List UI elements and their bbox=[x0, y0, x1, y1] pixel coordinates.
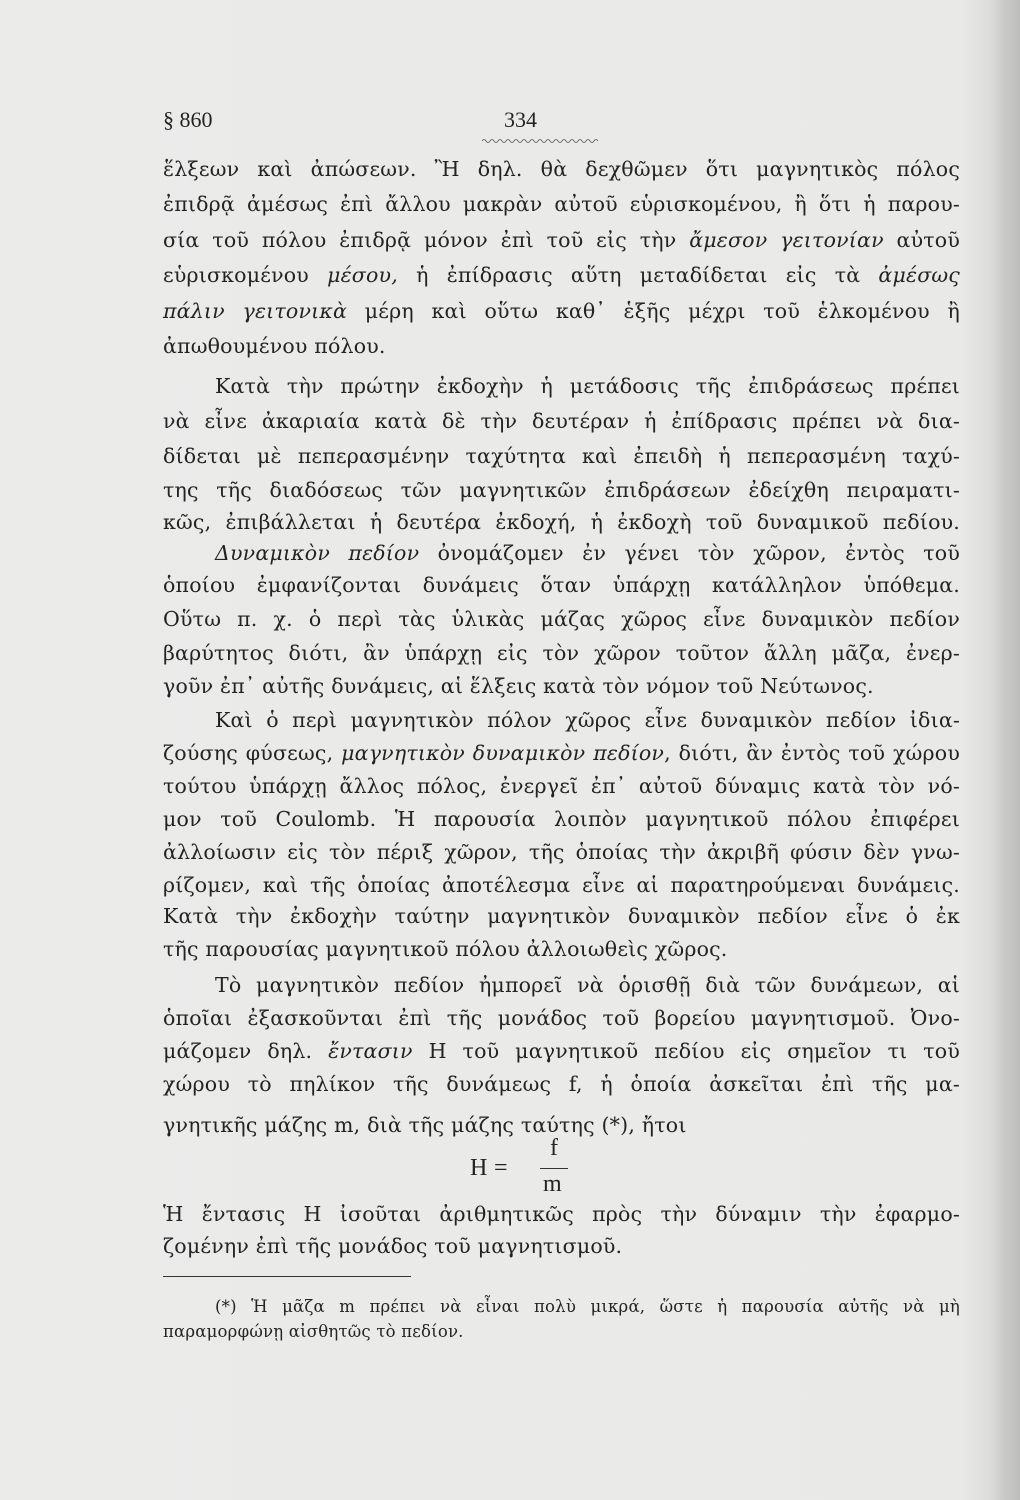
text-run: Κατὰ τὴν πρώτην ἐκδοχὴν ἡ μετάδοσις τῆς ἐπιδράσεως πρέπει bbox=[215, 374, 960, 398]
italic-term: ἄμεσον γειτονίαν bbox=[689, 228, 884, 252]
italic-term: πάλιν γειτονικὰ bbox=[163, 299, 348, 323]
text-line bbox=[163, 1003, 960, 1033]
text-run: ἕλξεων καὶ ἀπώσεων. Ἢ δηλ. θὰ δεχθῶμεν ὅτι μαγνητικὸς πόλος bbox=[163, 157, 960, 181]
text-run: μάζομεν δηλ. bbox=[163, 1039, 329, 1063]
text-line bbox=[163, 570, 960, 600]
text-run: ἐπιδρᾷ ἀμέσως ἐπὶ ἄλλου μακρὰν αὐτοῦ εὑρισκομένου, ἢ ὅτι ἡ παρου- bbox=[163, 192, 960, 216]
text-line bbox=[163, 331, 960, 361]
text-line bbox=[163, 189, 960, 219]
text-run: Οὕτω π. χ. ὁ περὶ τὰς ὑλικὰς μάζας χῶρος εἶνε δυναμικὸν πεδίον bbox=[163, 607, 960, 631]
text-line bbox=[163, 1231, 960, 1261]
italic-term: ἔντασιν bbox=[328, 1039, 413, 1063]
page-number-ornament bbox=[482, 138, 598, 144]
equation-denominator: m bbox=[543, 1171, 562, 1197]
text-run: H τοῦ μαγνητικοῦ πεδίου εἰς σημεῖον τι τοῦ bbox=[412, 1039, 960, 1063]
text-run: ἡ ἐπίδρασις αὕτη μεταδίδεται εἰς τὰ bbox=[397, 263, 879, 287]
text-run: ὁποίου ἐμφανίζονται δυνάμεις ὅταν ὑπάρχῃ κατάλληλον ὑπόθεμα. bbox=[163, 573, 960, 597]
text-run: τούτου ὑπάρχῃ ἄλλος πόλος, ἐνεργεῖ ἐπ᾽ αὐτοῦ δύναμις κατὰ τὸν νό- bbox=[163, 774, 960, 798]
text-line bbox=[163, 260, 960, 290]
fraction-bar bbox=[540, 1168, 568, 1169]
italic-term: ἀμέσως bbox=[878, 263, 960, 287]
footnote-line: (*) Ἡ μᾶζα m πρέπει νὰ εἶναι πολὺ μικρά, ὥστε ἡ παρουσία αὐτῆς νὰ μὴ bbox=[215, 1297, 960, 1316]
text-line bbox=[163, 475, 960, 505]
text-run: αὐτοῦ bbox=[883, 228, 960, 252]
text-line bbox=[163, 638, 960, 668]
text-line bbox=[163, 870, 960, 900]
text-line bbox=[163, 1069, 960, 1099]
text-run: ζούσης φύσεως, bbox=[163, 741, 342, 765]
text-line bbox=[163, 901, 960, 931]
text-run: ὀνομάζομεν ἐν γένει τὸν χῶρον, ἐντὸς τοῦ bbox=[419, 541, 960, 565]
text-run: εὑρισκομένου bbox=[163, 263, 328, 287]
text-run: μον τοῦ Coulomb. Ἡ παρουσία λοιπὸν μαγνητικοῦ πόλου ἐπιφέρει bbox=[163, 807, 960, 831]
equation-numerator: f bbox=[550, 1135, 558, 1161]
text-line bbox=[163, 934, 960, 964]
text-run: νὰ εἶνε ἀκαριαία κατὰ δὲ τὴν δευτέραν ἡ ἐπίδρασις πρέπει νὰ δια- bbox=[163, 409, 960, 433]
text-line bbox=[163, 671, 960, 701]
text-run: σία τοῦ πόλου ἐπιδρᾷ μόνον ἐπὶ τοῦ εἰς τὴν bbox=[163, 228, 690, 252]
section-number: § 860 bbox=[163, 107, 213, 132]
text-run: της τῆς διαδόσεως τῶν μαγνητικῶν ἐπιδράσεων ἐδείχθη πειραματι- bbox=[163, 478, 960, 502]
text-run: ἀλλοίωσιν εἰς τὸν πέριξ χῶρον, τῆς ὁποίας τὴν ἀκριβῆ φύσιν δὲν γνω- bbox=[163, 840, 960, 864]
footnote-separator bbox=[163, 1276, 411, 1277]
text-line bbox=[163, 507, 960, 537]
text-run: κῶς, ἐπιβάλλεται ἡ δευτέρα ἐκδοχή, ἡ ἐκδοχὴ τοῦ δυναμικοῦ πεδίου. bbox=[163, 510, 960, 534]
italic-term: μαγνητικὸν δυναμικὸν πεδίον bbox=[341, 741, 665, 765]
text-run: Ἡ ἔντασις H ἰσοῦται ἀριθμητικῶς πρὸς τὴν δύναμιν τὴν ἐφαρμο- bbox=[163, 1202, 960, 1226]
text-run: χώρου τὸ πηλίκον τῆς δυνάμεως f, ἡ ὁποία ἀσκεῖται ἐπὶ τῆς μα- bbox=[163, 1072, 960, 1096]
text-run: Καὶ ὁ περὶ μαγνητικὸν πόλον χῶρος εἶνε δυναμικὸν πεδίον ἰδια- bbox=[215, 708, 960, 732]
text-run: ὁποῖαι ἐξασκοῦνται ἐπὶ τῆς μονάδος τοῦ βορείου μαγνητισμοῦ. Ὀνο- bbox=[163, 1006, 960, 1030]
text-run: ζομένην ἐπὶ τῆς μονάδος τοῦ μαγνητισμοῦ. bbox=[163, 1234, 623, 1258]
text-run: βαρύτητος διότι, ἂν ὑπάρχῃ εἰς τὸν χῶρον τοῦτον ἄλλη μᾶζα, ἐνερ- bbox=[163, 641, 960, 665]
text-run: γοῦν ἐπ᾽ αὐτῆς δυνάμεις, αἱ ἕλξεις κατὰ τὸν νόμον τοῦ Νεύτωνος. bbox=[163, 674, 874, 698]
equation-lhs: H bbox=[470, 1155, 488, 1181]
equation bbox=[470, 1135, 610, 1205]
text-run: Τὸ μαγνητικὸν πεδίον ἠμπορεῖ νὰ ὁρισθῇ διὰ τῶν δυνάμεων, αἱ bbox=[215, 973, 960, 997]
text-run: δίδεται μὲ πεπερασμένην ταχύτητα καὶ ἐπειδὴ ἡ πεπερασμένη ταχύ- bbox=[163, 444, 960, 468]
text-line bbox=[215, 538, 960, 568]
text-run: ἀπωθουμένου πόλου. bbox=[163, 334, 386, 358]
text-line bbox=[163, 441, 960, 471]
text-line bbox=[163, 771, 960, 801]
text-line bbox=[215, 371, 960, 401]
text-run: γνητικῆς μάζης m, διὰ τῆς μάζης ταύτης (*), ἤτοι bbox=[163, 1113, 687, 1137]
text-line bbox=[163, 804, 960, 834]
text-line bbox=[163, 296, 960, 326]
text-run: , διότι, ἂν ἐντὸς τοῦ χώρου bbox=[664, 741, 960, 765]
text-line bbox=[215, 705, 960, 735]
text-line bbox=[163, 837, 960, 867]
text-line bbox=[163, 154, 960, 184]
equation-equals: = bbox=[494, 1155, 508, 1181]
text-run: Κατὰ τὴν ἐκδοχὴν ταύτην μαγνητικὸν δυναμικὸν πεδίον εἶνε ὁ ἐκ bbox=[163, 904, 960, 928]
footnote-line: παραμορφώνῃ αἰσθητῶς τὸ πεδίον. bbox=[163, 1322, 464, 1341]
italic-term: μέσου, bbox=[327, 263, 398, 287]
page-number: 334 bbox=[504, 107, 537, 132]
text-line bbox=[215, 970, 960, 1000]
italic-term: Δυναμικὸν πεδίον bbox=[215, 541, 420, 565]
text-line bbox=[163, 1036, 960, 1066]
text-line bbox=[163, 225, 960, 255]
text-line bbox=[163, 604, 960, 634]
text-line bbox=[163, 406, 960, 436]
text-run: ρίζομεν, καὶ τῆς ὁποίας ἀποτέλεσμα εἶνε αἱ παρατηρούμεναι δυνάμεις. bbox=[163, 873, 960, 897]
text-line bbox=[163, 738, 960, 768]
text-run: μέρη καὶ οὕτω καθ᾽ ἑξῆς μέχρι τοῦ ἑλκομένου ἢ bbox=[347, 299, 960, 323]
text-run: τῆς παρουσίας μαγνητικοῦ πόλου ἀλλοιωθεὶς χῶρος. bbox=[163, 937, 728, 961]
